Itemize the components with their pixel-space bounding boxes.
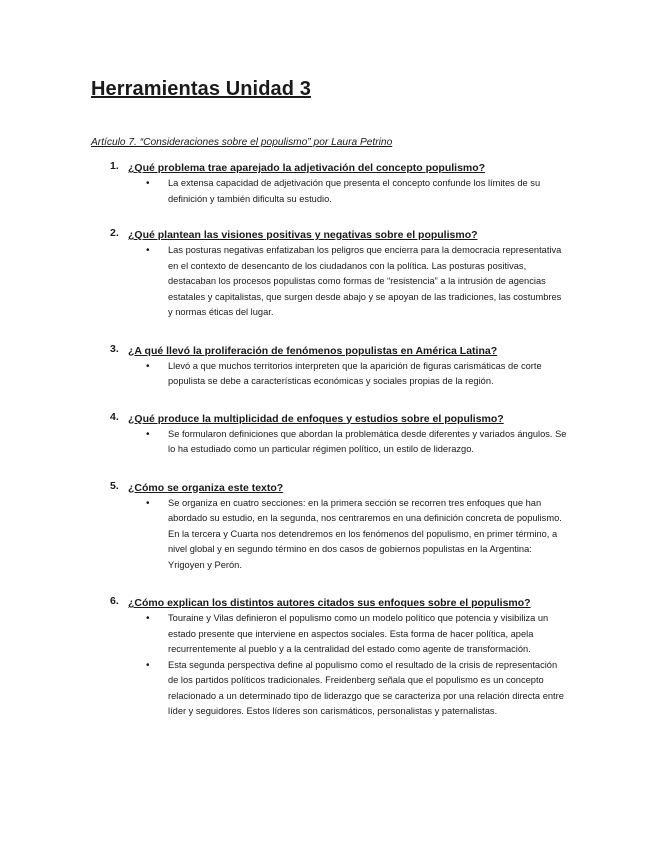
answer-item: [0, 243, 655, 321]
question-item: [0, 411, 655, 458]
question-item: [0, 160, 655, 207]
answer-text: Las posturas negativas enfatizaban los peligros que encierra para la democracia representativa en el contexto de desencanto de los ciudadanos con la política. Las posturas positivas, destacaban los procesos populistas como formas de “resistencia” a la intrusión de agencias estatales y capitalistas, que surgen desde abajo y se apoyan de las tradiciones, las costumbres y normas éticas del lugar.: [168, 245, 562, 317]
question-number: 3.: [110, 342, 119, 355]
answer-item: [0, 611, 655, 658]
question-text: ¿Cómo explican los distintos autores citados sus enfoques sobre el populismo?: [128, 597, 531, 609]
bullet-icon: •: [146, 360, 150, 372]
answer-list: [0, 427, 655, 458]
question-text: ¿Cómo se organiza este texto?: [128, 481, 284, 494]
bullet-icon: •: [146, 497, 150, 509]
article-subtitle: Artículo 7. “Consideraciones sobre el populismo” por Laura Petrino: [91, 137, 393, 148]
answer-text: Llevó a que muchos territorios interpreten que la aparición de figuras carismáticas de corte populista se debe a características económicas y sociales propias de la región.: [168, 360, 542, 386]
question-number: 1.: [110, 160, 119, 172]
question-text: ¿Qué problema trae aparejado la adjetivación del concepto populismo?: [128, 162, 486, 174]
answer-list: [0, 611, 655, 720]
answer-item: [0, 496, 655, 574]
answer-text: Se formularon definiciones que abordan la problemática desde diferentes y variados ángulos. Se lo ha estudiado como un particular régimen político, un estilo de liderazgo.: [168, 428, 567, 454]
question-number: 2.: [110, 227, 119, 239]
bullet-icon: •: [146, 613, 150, 624]
question-number: 4.: [110, 410, 119, 423]
answer-item: [0, 658, 655, 720]
answer-text: La extensa capacidad de adjetivación que presenta el concepto confunde los límites de su definición y también dificulta su estudio.: [168, 178, 541, 204]
answer-item: [0, 427, 655, 458]
question-text: ¿Qué produce la multiplicidad de enfoques y estudios sobre el populismo?: [128, 412, 504, 425]
answer-item: [0, 359, 655, 390]
answer-list: [0, 359, 655, 390]
question-list: [0, 160, 655, 720]
question-text: ¿A qué llevó la proliferación de fenómenos populistas en América Latina?: [128, 344, 498, 357]
answer-list: [0, 176, 655, 207]
question-item: [0, 343, 655, 390]
question-text: ¿Qué plantean las visiones positivas y negativas sobre el populismo?: [128, 229, 478, 241]
bullet-icon: •: [146, 245, 150, 256]
question-item: [0, 480, 655, 574]
answer-text: Touraine y Vilas definieron el populismo como un modelo político que potencia y visibiliza un estado presente que interviene en aspectos sociales. Esta forma de hacer política, apela recurrentemente al pueblo y a la centralidad del estado como agente de transformación.: [168, 613, 549, 654]
question-number: 5.: [110, 479, 119, 492]
bullet-icon: •: [146, 659, 150, 671]
answer-text: Se organiza en cuatro secciones: en la primera sección se recorren tres enfoques que han abordado su estudio, en la segunda, nos centraremos en una definición concreta de populismo. En la tercera y Cuarta nos detendremos en los fenómenos del populismo, en primer término, a nivel global y en segundo término en dos casos de gobiernos populistas en la Argentina: Yrigoyen y Perón.: [168, 497, 562, 570]
question-number: 6.: [110, 595, 119, 607]
answer-list: [0, 243, 655, 321]
bullet-icon: •: [146, 428, 150, 440]
answer-text: Esta segunda perspectiva define al populismo como el resultado de la crisis de representación de los partidos políticos tradicionales. Freidenberg señala que el populismo es un concepto relacionado a un determinado tipo de liderazgo que se caracteriza por una relación directa entre líder y seguidores. Estos líderes son carismáticos, personalistas y paternalistas.: [168, 659, 564, 716]
question-item: [0, 595, 655, 720]
question-item: [0, 227, 655, 321]
document-title: Herramientas Unidad 3: [91, 78, 311, 100]
bullet-icon: •: [146, 178, 150, 189]
answer-item: [0, 176, 655, 207]
answer-list: [0, 496, 655, 574]
